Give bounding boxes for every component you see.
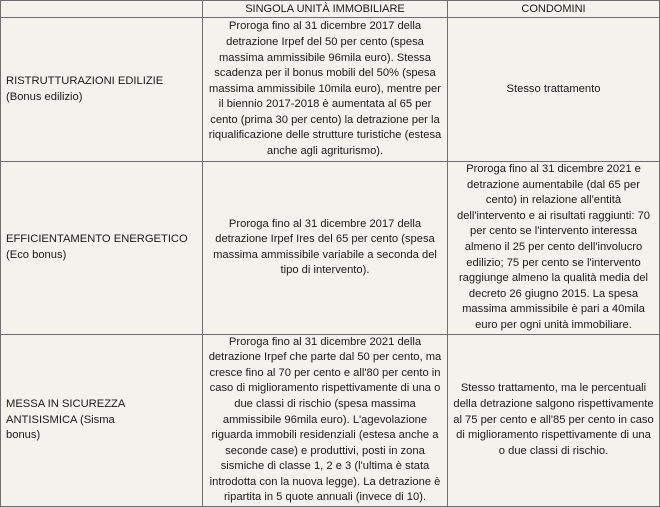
category-subtitle: (Bonus edilizio) xyxy=(6,90,83,103)
table-row xyxy=(1,334,660,507)
row-category-cell xyxy=(1,162,203,335)
header-row xyxy=(1,1,660,18)
header-single-unit: SINGOLA UNITÀ IMMOBILIARE xyxy=(203,1,448,18)
single-unit-text: Proroga fino al 31 dicembre 2017 della detrazione Irpef Ires del 65 per cento (spesa massima ammissibile variabile a seconda del tipo di intervento). xyxy=(203,162,448,335)
category-title: MESSA IN SICUREZZA ANTISISMICA (Sisma xyxy=(6,397,125,426)
condominium-text: Proroga fino al 31 dicembre 2021 e detrazione aumentabile (dal 65 per cento) in relazione all'entità dell'intervento e ai risultati raggiunti: 70 per cento se l'intervento interessa almeno il 25 per cento dell'involucro edilizio; 75 per cento se l'intervento raggiunge almeno la qualità media del decreto 26 giugno 2015. La spesa massima ammissibile è pari a 40mila euro per ogni unità immobiliare. xyxy=(448,162,660,335)
table-row xyxy=(1,162,660,335)
category-subtitle: bonus) xyxy=(6,429,41,442)
row-category-cell xyxy=(1,18,203,162)
condominium-text: Stesso trattamento xyxy=(448,18,660,162)
category-subtitle: (Eco bonus) xyxy=(6,248,67,261)
table-row xyxy=(1,18,660,162)
single-unit-text: Proroga fino al 31 dicembre 2021 della detrazione Irpef che parte dal 50 per cento, ma cresce fino al 70 per cento e all'80 per cento in caso di miglioramento rispettivamente di una o due classi di rischio (spesa massima ammissibile 96mila euro). L'agevolazione riguarda immobili residenziali (estesa anche a seconde case) e produttivi, posti in zona sismiche di classe 1, 2 e 3 (l'ultima è stata introdotta con la nuova legge). La detrazione è ripartita in 5 quote annuali (invece di 10). xyxy=(203,334,448,507)
category-title: RISTRUTTURAZIONI EDILIZIE xyxy=(6,74,164,87)
category-title: EFFICIENTAMENTO ENERGETICO xyxy=(6,233,188,246)
header-condominiums: CONDOMINI xyxy=(448,1,660,18)
header-category xyxy=(1,1,203,18)
condominium-text: Stesso trattamento, ma le percentuali della detrazione salgono rispettivamente al 75 per cento e all'85 per cento in caso di miglioramento rispettivamente di una o due classi di rischio. xyxy=(448,334,660,507)
row-category-cell xyxy=(1,334,203,507)
single-unit-text: Proroga fino al 31 dicembre 2017 della detrazione Irpef del 50 per cento (spesa massima ammissibile 96mila euro). Stessa scadenza per il bonus mobili del 50% (spesa massima ammissibile 10mila euro), mentre per il biennio 2017-2018 è aumentata al 65 per cento (prima 30 per cento) la detrazione per la riqualificazione delle strutture turistiche (estesa anche agli agriturismo). xyxy=(203,18,448,162)
